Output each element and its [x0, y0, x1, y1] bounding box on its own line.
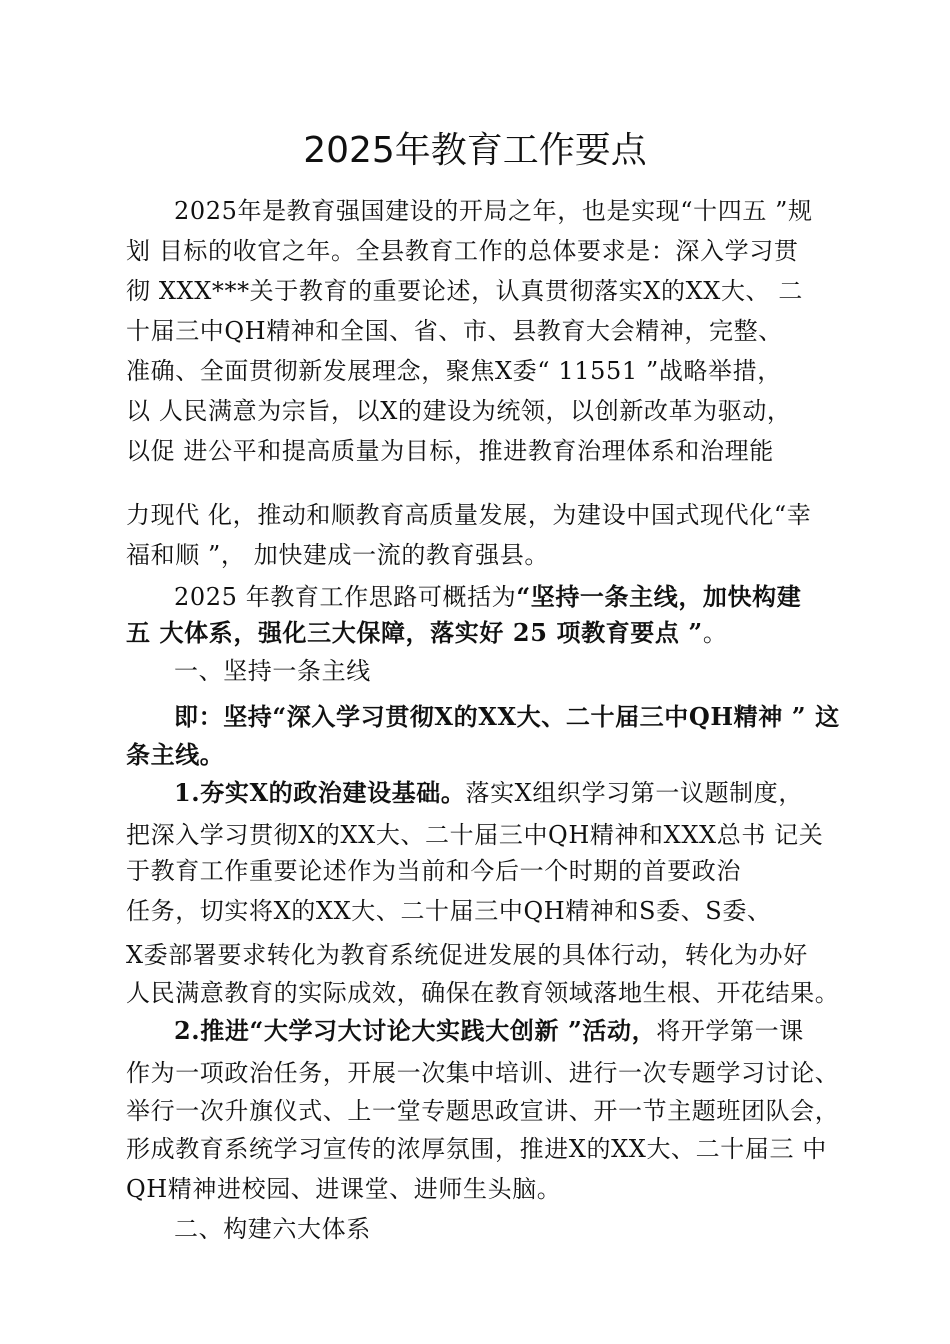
item1-line: X委部署要求转化为教育系统促进发展的具体行动，转化为办好: [126, 941, 808, 969]
para3-line: 条主线。: [126, 740, 225, 769]
item1-line: 于教育工作重要论述作为当前和今后一个时期的首要政治: [126, 857, 741, 885]
item1-line: 把深入学习贯彻X的XX大、二十届三中QH精神和XXX总书 记关: [126, 821, 824, 849]
para1-line: 以 人民满意为宗旨，以X的建设为统领，以创新改革为驱动，: [126, 397, 792, 425]
para1-line: 力现代 化，推动和顺教育高质量发展，为建设中国式现代化“幸: [126, 501, 812, 529]
para2-line-1: [174, 582, 801, 612]
para2-plain-text: 。: [702, 619, 728, 647]
para1-line: 十届三中QH精神和全国、省、市、县教育大会精神，完整、: [126, 317, 783, 345]
item1-line: 任务，切实将X的XX大、二十届三中QH精神和S委、S委、: [126, 897, 772, 925]
para1-line: 彻 XXX***关于教育的重要论述，认真贯彻落实X的XX大、 二: [126, 277, 803, 305]
para1-line: 福和顺 ”， 加快建成一流的教育强县。: [126, 541, 549, 569]
item2-line: 形成教育系统学习宣传的浓厚氛围，推进X的XX大、二十届三 中: [126, 1135, 827, 1163]
para1-line: 划 目标的收官之年。全县教育工作的总体要求是：深入学习贯: [126, 237, 799, 265]
document-title: 2025年教育工作要点: [303, 130, 647, 171]
para1-line: 以促 进公平和提高质量为目标，推进教育治理体系和治理能: [126, 437, 774, 465]
item1-line-1: [174, 778, 803, 808]
para2-bold-text: “坚持一条主线，加快构建: [516, 582, 802, 611]
para1-line: 2025年是教育强国建设的开局之年，也是实现“十四五 ”规: [174, 197, 813, 225]
section-heading-1: 一、坚持一条主线: [174, 657, 371, 685]
para2-line-2: [126, 618, 727, 648]
item1-heading: 1.夯实X的政治建设基础。: [174, 778, 466, 807]
para2-plain-text: 2025 年教育工作思路可概括为: [174, 583, 517, 611]
para3-line: 即：坚持“深入学习贯彻X的XX大、二十届三中QH精神 ” 这: [174, 702, 840, 731]
item2-line: QH精神进校园、进课堂、进师生头脑。: [126, 1175, 562, 1203]
para2-bold-text: 五 大体系，强化三大保障，落实好 25 项教育要点 ”: [126, 618, 703, 647]
item2-text: 将开学第一课: [656, 1017, 804, 1045]
item2-line: 作为一项政治任务，开展一次集中培训、进行一次专题学习讨论、: [126, 1059, 840, 1087]
item1-line: 人民满意教育的实际成效，确保在教育领域落地生根、开花结果。: [126, 979, 840, 1007]
item2-line-1: [174, 1016, 804, 1046]
item2-heading: 2.推进“大学习大讨论大实践大创新 ”活动，: [174, 1016, 657, 1045]
item1-text: 落实X组织学习第一议题制度，: [465, 779, 803, 807]
para1-line: 准确、全面贯彻新发展理念，聚焦X委“ 11551 ”战略举措，: [126, 357, 782, 385]
section-heading-2: 二、构建六大体系: [174, 1215, 371, 1243]
item2-line: 举行一次升旗仪式、上一堂专题思政宣讲、开一节主题班团队会，: [126, 1097, 840, 1125]
